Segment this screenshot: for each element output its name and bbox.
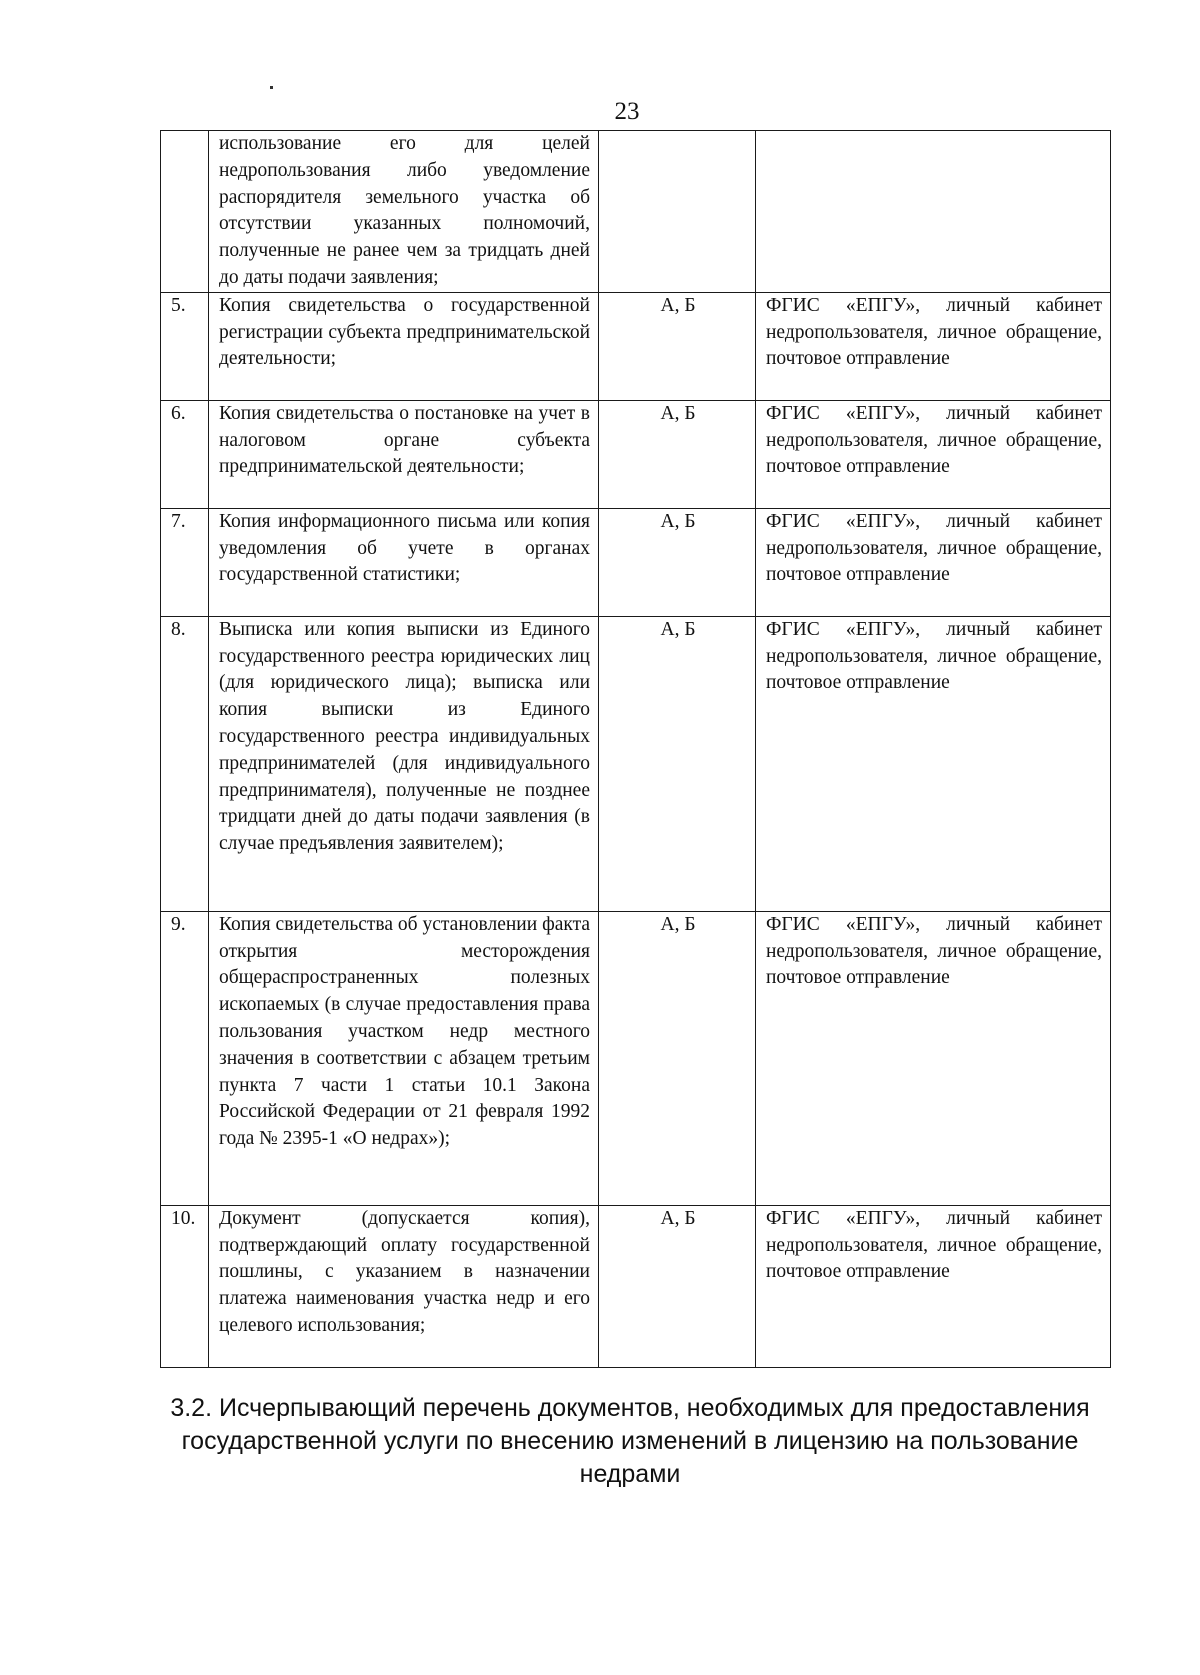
row-number: 6. [161,400,209,508]
section-heading: 3.2. Исчерпывающий перечень документов, необходимых для предоставления государственной услуги по внесению изменений в лицензию на пользование недрами [170,1394,1090,1488]
submission-method: ФГИС «ЕПГУ», личный кабинет недропользователя, личное обращение, почтовое отправление [756,508,1111,616]
submission-form: А, Б [599,292,756,400]
submission-form: А, Б [599,616,756,911]
row-number: 9. [161,911,209,1205]
submission-method: ФГИС «ЕПГУ», личный кабинет недропользователя, личное обращение, почтовое отправление [756,292,1111,400]
table-row [161,508,1111,616]
submission-method: ФГИС «ЕПГУ», личный кабинет недропользователя, личное обращение, почтовое отправление [756,911,1111,1205]
scan-speck [270,86,273,89]
document-description: Выписка или копия выписки из Единого государственного реестра юридических лиц (для юридического лица); выписка или копия выписки из Единого государственного реестра индивидуальных предпринимателей (для индивидуального предпринимателя), полученные не позднее тридцати дней до даты подачи заявления (в случае предъявления заявителем); [209,616,599,911]
documents-table [160,130,1111,1368]
submission-method [756,131,1111,293]
table-row [161,616,1111,911]
submission-method: ФГИС «ЕПГУ», личный кабинет недропользователя, личное обращение, почтовое отправление [756,616,1111,911]
row-number: 7. [161,508,209,616]
submission-form [599,131,756,293]
row-number: 10. [161,1205,209,1367]
document-description: Документ (допускается копия), подтверждающий оплату государственной пошлины, с указанием в назначении платежа наименования участка недр и его целевого использования; [209,1205,599,1367]
submission-form: А, Б [599,508,756,616]
submission-form: А, Б [599,400,756,508]
document-description: использование его для целей недропользования либо уведомление распорядителя земельного участка об отсутствии указанных полномочий, полученные не ранее чем за тридцать дней до даты подачи заявления; [209,131,599,293]
submission-form: А, Б [599,1205,756,1367]
document-description: Копия свидетельства о постановке на учет в налоговом органе субъекта предпринимательской деятельности; [209,400,599,508]
submission-method: ФГИС «ЕПГУ», личный кабинет недропользователя, личное обращение, почтовое отправление [756,400,1111,508]
document-description: Копия свидетельства об установлении факта открытия месторождения общераспространенных полезных ископаемых (в случае предоставления права пользования участком недр местного значения в соответствии с абзацем третьим пункта 7 части 1 статьи 10.1 Закона Российской Федерации от 21 февраля 1992 года № 2395-1 «О недрах»); [209,911,599,1205]
table-row [161,292,1111,400]
submission-method: ФГИС «ЕПГУ», личный кабинет недропользователя, личное обращение, почтовое отправление [756,1205,1111,1367]
document-description: Копия свидетельства о государственной регистрации субъекта предпринимательской деятельности; [209,292,599,400]
page-number: 23 [614,98,640,125]
table-row [161,131,1111,293]
table-row [161,911,1111,1205]
row-number [161,131,209,293]
table-row [161,400,1111,508]
table-row [161,1205,1111,1367]
row-number: 5. [161,292,209,400]
submission-form: А, Б [599,911,756,1205]
document-description: Копия информационного письма или копия уведомления об учете в органах государственной статистики; [209,508,599,616]
row-number: 8. [161,616,209,911]
